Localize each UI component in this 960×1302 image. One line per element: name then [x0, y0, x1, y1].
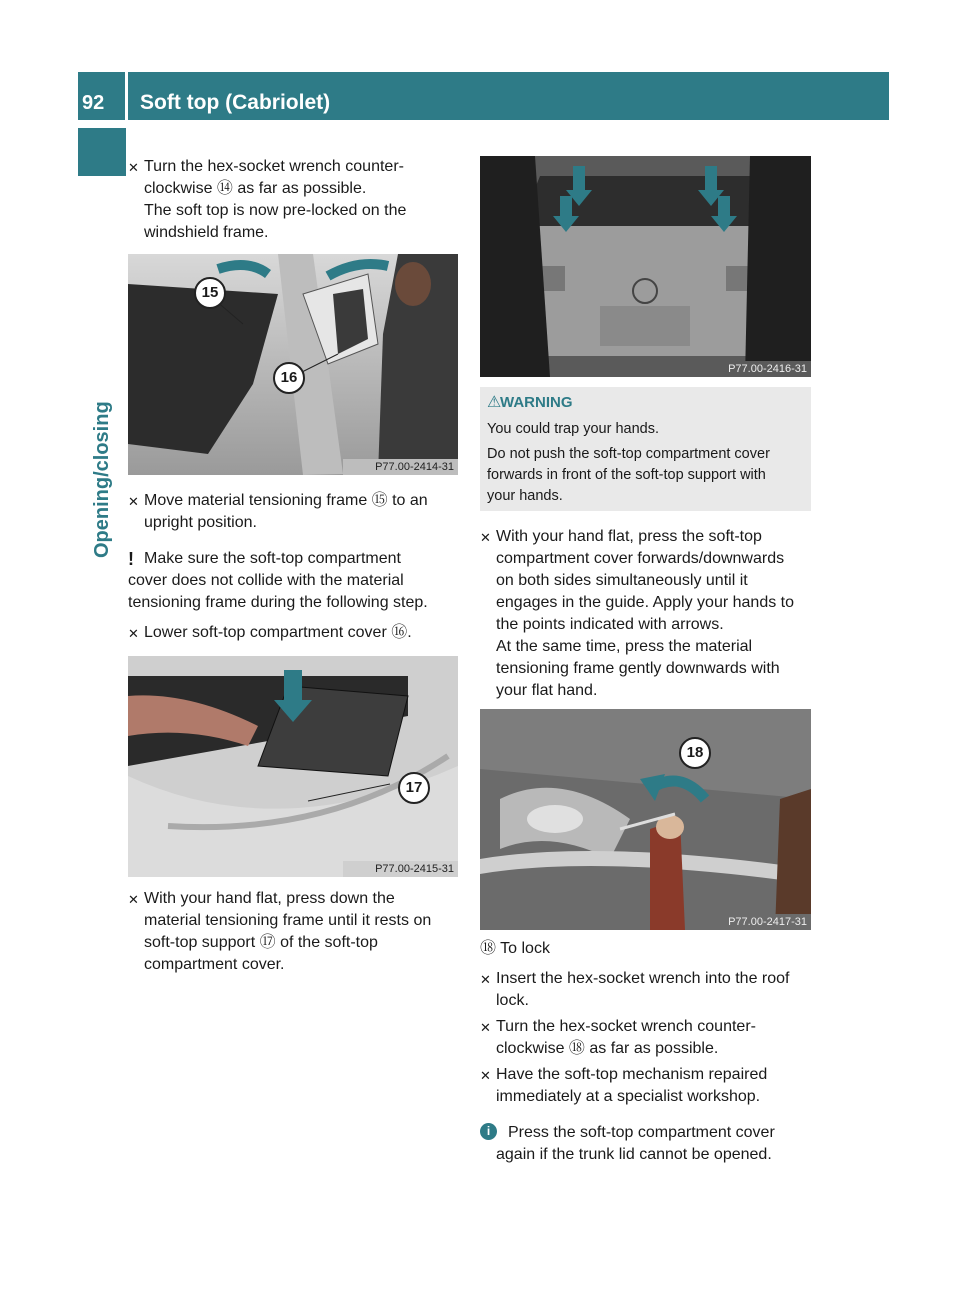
step-text: upright position.: [144, 514, 257, 531]
step-note: The soft top is now pre-locked on the: [144, 202, 407, 219]
caution-text: Make sure the soft-top compartment: [144, 550, 401, 567]
warning-icon: ⚠: [487, 394, 502, 411]
step-press-cover: [480, 526, 830, 702]
step-text: the points indicated with arrows.: [496, 616, 724, 633]
callout-18: 18: [679, 737, 711, 769]
caution-text: cover does not collide with the material: [128, 572, 404, 589]
step-text: tensioning frame gently downwards with: [496, 660, 780, 677]
step-press-frame: [128, 888, 474, 976]
side-tab: [78, 128, 126, 176]
step-marker-icon: ✕: [128, 626, 139, 641]
step-note: windshield frame.: [144, 224, 269, 241]
step-marker-icon: ✕: [128, 160, 139, 175]
step-text: compartment cover.: [144, 956, 285, 973]
step-text: clockwise ⑭ as far as possible.: [144, 180, 367, 197]
step-turn-wrench-lock: [480, 1016, 830, 1060]
step-marker-icon: ✕: [480, 530, 491, 545]
step-text: clockwise ⑱ as far as possible.: [496, 1040, 719, 1057]
callout-15: 15: [194, 277, 226, 309]
step-marker-icon: ✕: [480, 1020, 491, 1035]
caution-note: [128, 548, 478, 614]
callout-17: 17: [398, 772, 430, 804]
step-text: on both sides simultaneously until it: [496, 572, 748, 589]
warning-text: your hands.: [487, 488, 563, 504]
step-text: Insert the hex-socket wrench into the roof: [496, 970, 790, 987]
step-text: Turn the hex-socket wrench counter-: [144, 158, 404, 175]
step-text: With your hand flat, press the soft-top: [496, 528, 762, 545]
step-marker-icon: ✕: [480, 972, 491, 987]
step-text: Lower soft-top compartment cover ⑯.: [144, 624, 412, 641]
figure-legend: ⑱ To lock: [480, 940, 550, 957]
page-title: Soft top (Cabriolet): [140, 91, 331, 114]
figure-windshield-frame: [128, 254, 458, 475]
step-turn-wrench: [128, 156, 474, 244]
caution-text: tensioning frame during the following step.: [128, 594, 428, 611]
figure-roof-lock: [480, 709, 811, 930]
section-label: Opening/closing: [91, 401, 113, 558]
step-text: With your hand flat, press down the: [144, 890, 395, 907]
warning-title: WARNING: [500, 394, 573, 411]
step-insert-wrench: [480, 968, 830, 1012]
step-have-repaired: [480, 1064, 830, 1108]
figure-lower-cover: [128, 656, 458, 877]
step-text: your flat hand.: [496, 682, 598, 699]
warning-text: Do not push the soft-top compartment cover: [487, 446, 770, 462]
step-text: immediately at a specialist workshop.: [496, 1088, 761, 1105]
step-text: Turn the hex-socket wrench counter-: [496, 1018, 756, 1035]
step-marker-icon: ✕: [480, 1068, 491, 1083]
warning-text: forwards in front of the soft-top support with: [487, 467, 766, 483]
info-note: [480, 1122, 842, 1166]
header-divider: [125, 72, 128, 120]
figure-code: P77.00-2417-31: [728, 916, 807, 928]
callout-16: 16: [273, 362, 305, 394]
figure-code: P77.00-2414-31: [375, 461, 454, 473]
step-move-frame: [128, 490, 474, 534]
warning-text: You could trap your hands.: [487, 421, 659, 437]
step-text: lock.: [496, 992, 529, 1009]
figure-code: P77.00-2415-31: [375, 863, 454, 875]
figure-rear-cover: [480, 156, 811, 377]
step-marker-icon: ✕: [128, 494, 139, 509]
page-number: 92: [82, 92, 105, 114]
step-text: At the same time, press the material: [496, 638, 753, 655]
step-lower-cover: [128, 622, 474, 644]
info-text: again if the trunk lid cannot be opened.: [496, 1146, 772, 1163]
step-text: Have the soft-top mechanism repaired: [496, 1066, 768, 1083]
step-marker-icon: ✕: [128, 892, 139, 907]
step-text: Move material tensioning frame ⑮ to an: [144, 492, 428, 509]
step-text: engages in the guide. Apply your hands to: [496, 594, 794, 611]
figure-code: P77.00-2416-31: [728, 363, 807, 375]
info-icon: i: [480, 1123, 497, 1140]
step-text: soft-top support ⑰ of the soft-top: [144, 934, 378, 951]
caution-icon: !: [128, 549, 134, 569]
info-text: Press the soft-top compartment cover: [508, 1124, 775, 1141]
step-text: material tensioning frame until it rests on: [144, 912, 432, 929]
step-text: compartment cover forwards/downwards: [496, 550, 785, 567]
